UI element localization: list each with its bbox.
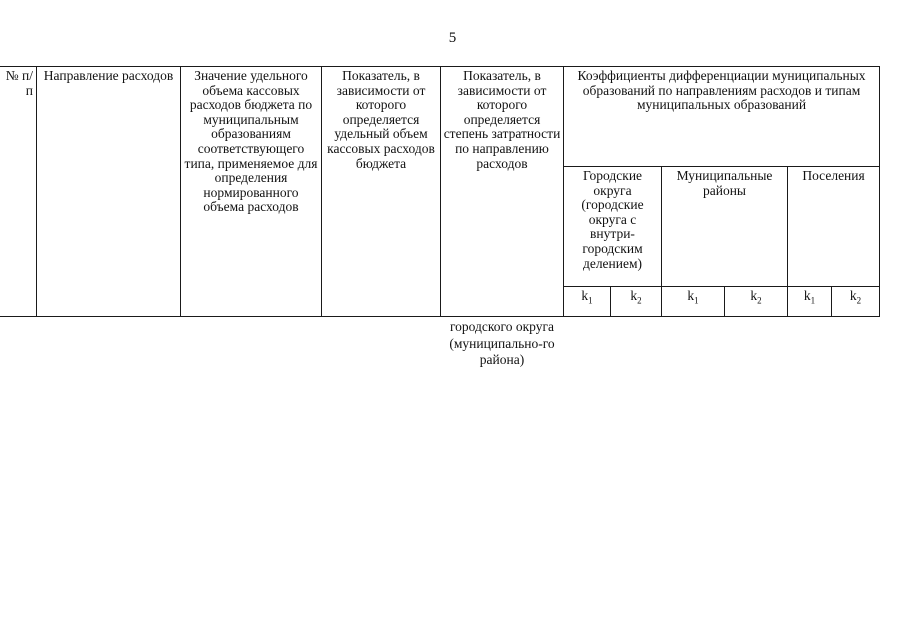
k-label: $k_1$ [564,287,611,317]
header-direction: Направление расходов [37,67,181,317]
header-indicator-volume: Показатель, в зависимости от которого определяется удельный объем кассовых расходов бюджета [322,67,441,317]
header-settlements: Поселения [788,167,880,287]
k-label: $k_2$ [832,287,880,317]
header-value: Значение удельного объема кассовых расходов бюджета по муниципальным образованиям соответствующего типа, применяемое для определения нормированного объема расходов [181,67,322,317]
page-number: 5 [448,30,457,46]
header-num: № п/п [0,67,37,317]
header-municipal-districts: Муниципальные районы [662,167,788,287]
header-urban-districts: Городские округа (городские округа с внутри-городским делением) [564,167,662,287]
continuation-text: городского округа (муниципально-го района) [449,319,555,367]
k-label: $k_2$ [611,287,662,317]
header-coefficients: Коэффициенты дифференциации муниципальных образований по направлениям расходов и типам муниципальных образований [564,67,880,167]
k-label: $k_1$ [662,287,725,317]
k-label: $k_1$ [788,287,832,317]
k-label: $k_2$ [725,287,788,317]
header-indicator-cost: Показатель, в зависимости от которого определяется степень затратности по направлению расходов [441,67,564,317]
coefficients-table [0,66,880,317]
